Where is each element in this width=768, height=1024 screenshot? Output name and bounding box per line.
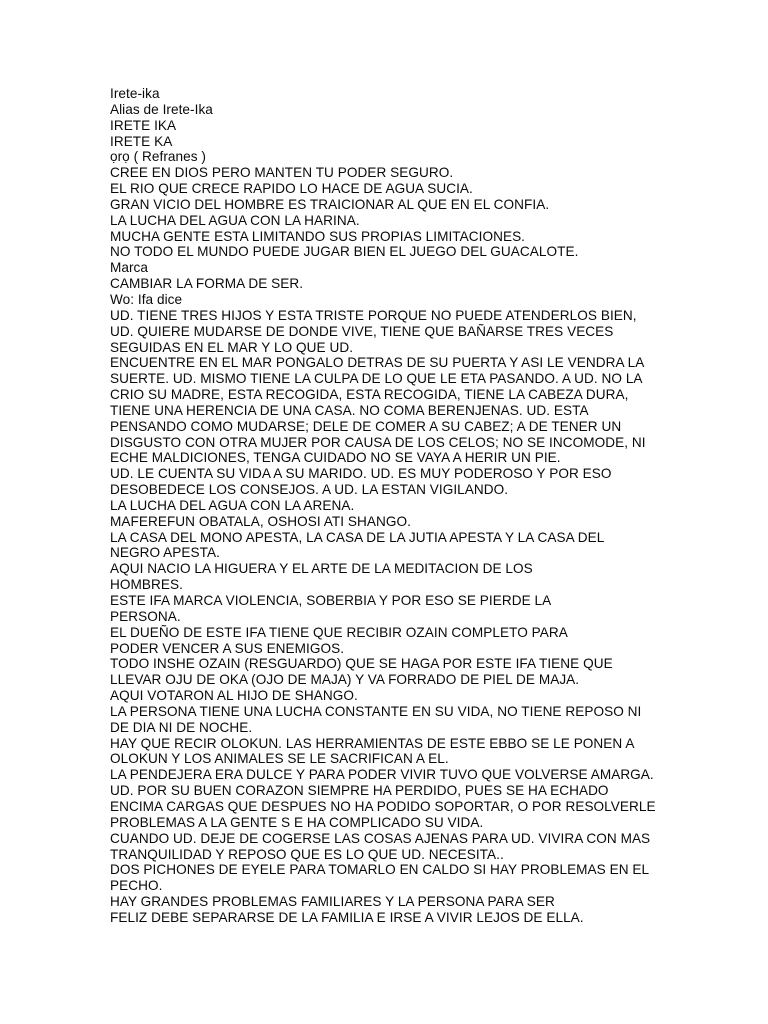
text-line: LA PERSONA TIENE UNA LUCHA CONSTANTE EN SU VIDA, NO TIENE REPOSO NI [110, 703, 642, 719]
text-line: ESTE IFA MARCA VIOLENCIA, SOBERBIA Y POR ESO SE PIERDE LA [110, 593, 552, 608]
text-line: HAY GRANDES PROBLEMAS FAMILIARES Y LA PERSONA PARA SER [110, 894, 555, 910]
text-line: DESOBEDECE LOS CONSEJOS. A UD. LA ESTAN VIGILANDO. [110, 482, 509, 498]
text-line: UD. TIENE TRES HIJOS Y ESTA TRISTE PORQUE NO PUEDE ATENDERLOS BIEN, [110, 307, 637, 323]
text-line: Irete-ika [110, 86, 160, 101]
document-page [110, 86, 750, 926]
text-line: DOS PICHONES DE EYELE PARA TOMARLO EN CALDO SI HAY PROBLEMAS EN EL [110, 862, 650, 878]
text-line: NO TODO EL MUNDO PUEDE JUGAR BIEN EL JUEGO DEL GUACALOTE. [110, 244, 579, 260]
text-line: LA LUCHA DEL AGUA CON LA ARENA. [110, 497, 355, 513]
text-line: GRAN VICIO DEL HOMBRE ES TRAICIONAR AL QUE EN EL CONFIA. [110, 196, 550, 212]
text-line: TIENE UNA HERENCIA DE UNA CASA. NO COMA BERENJENAS. UD. ESTA [110, 402, 589, 418]
text-line: ENCIMA CARGAS QUE DESPUES NO HA PODIDO SOPORTAR, O POR RESOLVERLE [110, 798, 656, 814]
text-line: EL DUEÑO DE ESTE IFA TIENE QUE RECIBIR OZAIN COMPLETO PARA [110, 624, 568, 640]
text-line: Alias de Irete-Ika [110, 101, 213, 117]
text-line: AQUI NACIO LA HIGUERA Y EL ARTE DE LA MEDITACION DE LOS [110, 561, 533, 577]
text-line: TODO INSHE OZAIN (RESGUARDO) QUE SE HAGA POR ESTE IFA TIENE QUE [110, 656, 613, 672]
text-line: LA PENDEJERA ERA DULCE Y PARA PODER VIVIR TUVO QUE VOLVERSE AMARGA. [110, 767, 654, 783]
text-line: CAMBIAR LA FORMA DE SER. [110, 276, 304, 292]
text-line: AQUI VOTARON AL HIJO DE SHANGO. [110, 688, 358, 704]
text-line: SEGUIDAS EN EL MAR Y LO QUE UD. [110, 339, 354, 355]
text-line: DE DIA NI DE NOCHE. [110, 719, 253, 735]
text-line: PROBLEMAS A LA GENTE S E HA COMPLICADO SU VIDA. [110, 814, 484, 830]
text-line: PODER VENCER A SUS ENEMIGOS. [110, 640, 345, 656]
text-line: CREE EN DIOS PERO MANTEN TU PODER SEGURO. [110, 165, 454, 181]
text-line: TRANQUILIDAD Y REPOSO QUE ES LO QUE UD. NECESITA.. [110, 846, 504, 862]
text-line: CRIO SU MADRE, ESTA RECOGIDA, ESTA RECOGIDA, TIENE LA CABEZA DURA, [110, 387, 629, 403]
text-line: UD. POR SU BUEN CORAZON SIEMPRE HA PERDIDO, PUES SE HA ECHADO [110, 783, 609, 799]
text-line: SUERTE. UD. MISMO TIENE LA CULPA DE LO QUE LE ETA PASANDO. A UD. NO LA [110, 371, 643, 387]
text-line: UD. QUIERE MUDARSE DE DONDE VIVE, TIENE QUE BAÑARSE TRES VECES [110, 323, 614, 339]
text-line: CUANDO UD. DEJE DE COGERSE LAS COSAS AJENAS PARA UD. VIVIRA CON MAS [110, 830, 651, 846]
text-line: PECHO. [110, 878, 163, 894]
text-line: PERSONA. [110, 608, 181, 624]
text-line: LA LUCHA DEL AGUA CON LA HARINA. [110, 212, 360, 228]
text-line: HAY QUE RECIR OLOKUN. LAS HERRAMIENTAS DE ESTE EBBO SE LE PONEN A [110, 735, 635, 751]
text-line: LLEVAR OJU DE OKA (OJO DE MAJA) Y VA FORRADO DE PIEL DE MAJA. [110, 672, 580, 688]
text-line: EL RIO QUE CRECE RAPIDO LO HACE DE AGUA SUCIA. [110, 181, 473, 197]
text-line: ọrọ ( Refranes ) [110, 149, 206, 165]
text-line: ECHE MALDICIONES, TENGA CUIDADO NO SE VAYA A HERIR UN PIE. [110, 450, 561, 466]
text-line: IRETE KA [110, 133, 173, 149]
text-line: Marca [110, 260, 149, 276]
text-line: ENCUENTRE EN EL MAR PONGALO DETRAS DE SU PUERTA Y ASI LE VENDRA LA [110, 355, 645, 371]
text-line: MUCHA GENTE ESTA LIMITANDO SUS PROPIAS LIMITACIONES. [110, 228, 526, 244]
text-line: DISGUSTO CON OTRA MUJER POR CAUSA DE LOS CELOS; NO SE INCOMODE, NI [110, 434, 646, 450]
text-line: UD. LE CUENTA SU VIDA A SU MARIDO. UD. ES MUY PODEROSO Y POR ESO [110, 466, 612, 482]
text-line: FELIZ DEBE SEPARARSE DE LA FAMILIA E IRSE A VIVIR LEJOS DE ELLA. [110, 909, 584, 925]
text-line: NEGRO APESTA. [110, 545, 220, 561]
text-line: MAFEREFUN OBATALA, OSHOSI ATI SHANGO. [110, 513, 411, 529]
text-line: Wo: Ifa dice [110, 291, 183, 307]
text-line: PENSANDO COMO MUDARSE; DELE DE COMER A SU CABEZ; A DE TENER UN [110, 418, 622, 434]
text-line: OLOKUN Y LOS ANIMALES SE LE SACRIFICAN A EL. [110, 751, 449, 767]
text-line: HOMBRES. [110, 577, 183, 593]
text-line: IRETE IKA [110, 117, 177, 133]
text-line: LA CASA DEL MONO APESTA, LA CASA DE LA JUTIA APESTA Y LA CASA DEL [110, 529, 605, 545]
